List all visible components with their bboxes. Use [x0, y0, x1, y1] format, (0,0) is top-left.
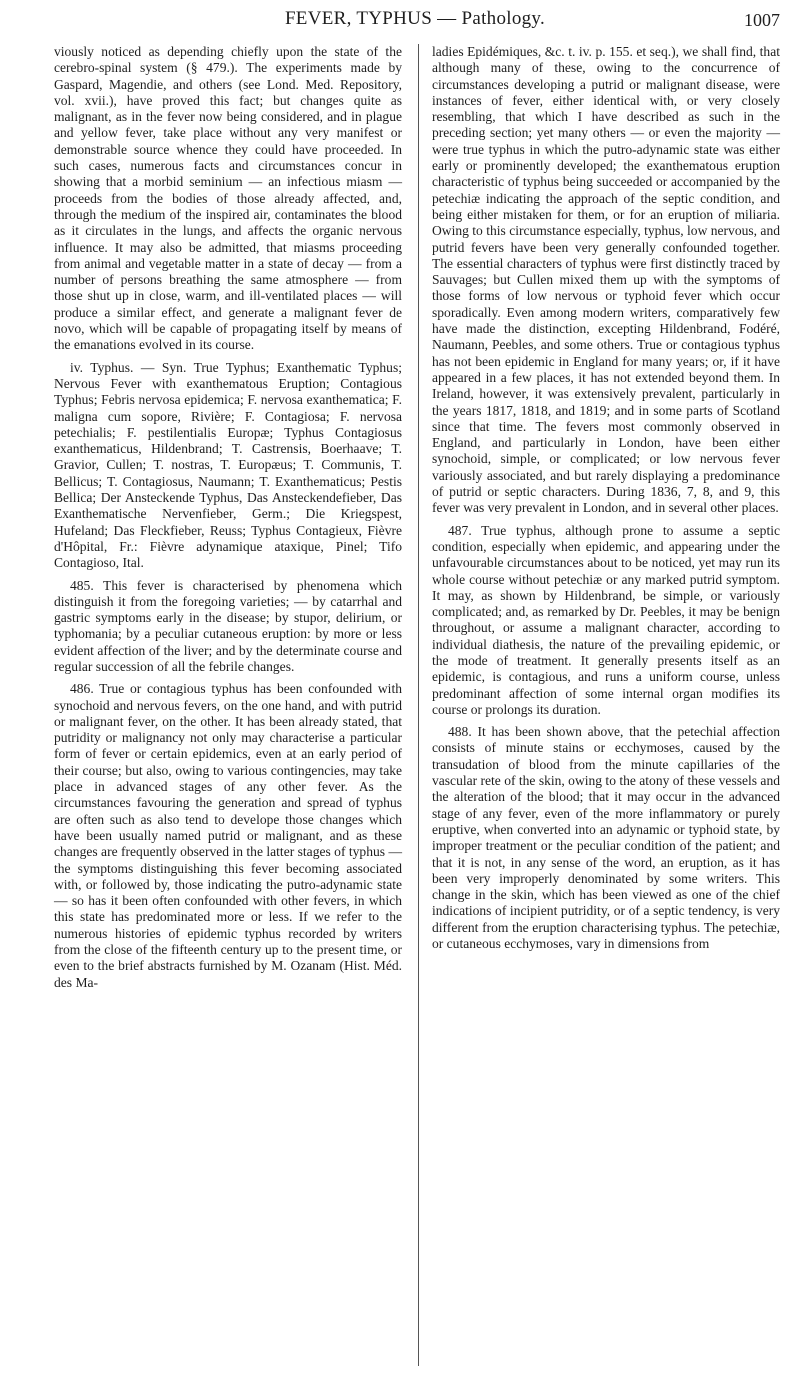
- left-column: [54, 44, 402, 991]
- running-head-title: FEVER, TYPHUS — Pathology.: [284, 8, 546, 29]
- section-485-paragraph: 485. This fever is characterised by phenomena which distinguish it from the foregoing varieties; — by catarrhal and gastric symptoms early in the disease; by stupor, delirium, or typhomania; by a peculiar cutaneous eruption: by more or less evident affection of the liver; and by the determinate course and regular succession of all the febrile changes.: [54, 577, 402, 674]
- section-488-paragraph: 488. It has been shown above, that the petechial affection consists of minute stains or ecchymoses, caused by the transudation of blood from the minute capillaries of the vascular rete of the skin, owing to the atony of these vessels and the alteration of the blood; that it may occur in the advanced stage of any fever, even of the more inflammatory or purely eruptive, when converted into an adynamic or typhoid state, by improper treatment or the peculiar condition of the patient; and that it is not, in any sense of the word, an eruption, as it has been very improperly denominated by some writers. This change in the skin, which has been viewed as one of the chief indications of incipient putridity, or of a septic tendency, is very different from the eruption characterising typhus. The petechiæ, or cutaneous ecchymoses, vary in dimensions from: [432, 724, 780, 952]
- page-number: 1007: [744, 10, 780, 30]
- section-487-paragraph: 487. True typhus, although prone to assume a septic condition, especially when epidemic, and appearing under the unfavourable circumstances about to be noticed, yet may run its whole course without petechiæ or any marked putrid symptom. It may, as shown by Hildenbrand, be simple, or variously complicated; and, as remarked by Dr. Peebles, it may be benign throughout, or assume a malignant character, according to individual diathesis, the nature of the prevailing epidemic, or the mode of treatment. It generally presents itself as an epidemic, is contagious, and runs a uniform course, unless predominant affection of some internal organ modifies its course or prolongs its duration.: [432, 522, 780, 717]
- right-paragraph-1: ladies Epidémiques, &c. t. iv. p. 155. et seq.), we shall find, that although many of these, owing to the concurrence of circumstances developing a putrid or malignant disease, were instances of fever, either identical with, or very closely resembling, that which I have described as such in the preceding section; yet many others — or even the majority — were true typhus in which the putro-adynamic state was either early or prominently developed; the exanthematous eruption characteristic of typhus being succeeded or accompanied by the petechiæ indicating the approach of the septic condition, and being either mistaken for them, or for an eruption of miliaria. Owing to this circumstance especially, typhus, low nervous, and putrid fevers have been very generally confounded together. The essential characters of typhus were first distinctly traced by Sauvages; but Cullen mixed them up with the symptoms of those forms of low nervous or typhoid fever which occur sporadically. Even among modern writers, comparatively few have made the distinction, excepting Hildenbrand, Fodéré, Naumann, Peebles, and some others. True or contagious typhus has not been epidemic in England for many years; or, if it have appeared in a few places, it has not extended beyond them. In Ireland, however, it was extensively prevalent, particularly in the years 1817, 1818, and 1819; and in some parts of Scotland since that time. The fevers most commonly observed in England, and particularly in London, have been either synochoid, simple, or complicated; or low nervous fever variously associated, and but rarely displaying a predominance of putrid or septic characters. During 1836, 7, 8, and 9, this fever was very prevalent in London, and in several other places.: [432, 44, 780, 516]
- section-486-paragraph: 486. True or contagious typhus has been confounded with synochoid and nervous fevers, on the one hand, and with putrid or malignant fever, on the other. It has been already stated, that putridity or malignancy not only may characterise a particular form of fever or certain epidemics, even at an early period of their course; but also, owing to various contingencies, may take place in advanced stages of any other fever. As the circumstances favouring the generation and spread of typhus are often such as also tend to develope those changes which have been usually named putrid or malignant, and as these changes are frequently observed in the latter stages of typhus — the symptoms distinguishing this fever becoming associated with, or followed by, those indicating the putro-adynamic state — so has it been often confounded with other fevers, in which this state has predominated more or less. If we refer to the numerous histories of epidemic typhus recorded by writers from the close of the fifteenth century up to the present time, or even to the brief abstracts furnished by M. Ozanam (Hist. Méd. des Ma-: [54, 681, 402, 990]
- left-paragraph-1: viously noticed as depending chiefly upon the state of the cerebro-spinal system (§ 479.). The experiments made by Gaspard, Magendie, and others (see Lond. Med. Repository, vol. xvii.), have proved this fact; but changes quite as malignant, as in the fever now being considered, and in plague and yellow fever, take place without any very manifest or demonstrable source whence they could have proceeded. In such cases, numerous facts and circumstances concur in showing that a morbid seminium — an infectious miasm — proceeds from the bodies of those already affected, and, through the medium of the inspired air, contaminates the blood as it circulates in the lungs, and affects the organic nervous influence. It may also be admitted, that miasms proceeding from animal and vegetable matter in a state of decay — from a number of persons breathing the same atmosphere — from those shut up in close, warm, and ill-ventilated places — will produce a similar effect, and generate a malignant fever de novo, which will be capable of propagating itself by means of the emanations evolved in its course.: [54, 44, 402, 353]
- running-head: [50, 6, 780, 34]
- column-divider: [418, 44, 419, 1366]
- right-column: [432, 44, 780, 952]
- typhus-synonyms-paragraph: iv. Typhus. — Syn. True Typhus; Exanthematic Typhus; Nervous Fever with exanthematous Eruption; Contagious Typhus; Febris nervosa epidemica; F. nervosa exanthematica; F. maligna cum sopore, Rivière; F. Contagiosa; F. nervosa petechialis; F. pestilentialis Europæ; Typhus Contagiosus exanthematicus, Hildenbrand; T. Castrensis, Boerhaave; T. Gravior, Cullen; T. nostras, T. Europæus; T. Communis, T. Bellicus; T. Contagiosus, Naumann; T. Exanthematicus; Pestis Bellica; Der Ansteckende Typhus, Das Ansteckendefieber, Das Exanthematische Nervenfieber, Germ.; Die Kriegspest, Hufeland; Das Fleckfieber, Reuss; Typhus Contagieux, Fièvre d'Hôpital, Fr.: Fièvre adynamique ataxique, Pinel; Tifo Contagioso, Ital.: [54, 359, 402, 571]
